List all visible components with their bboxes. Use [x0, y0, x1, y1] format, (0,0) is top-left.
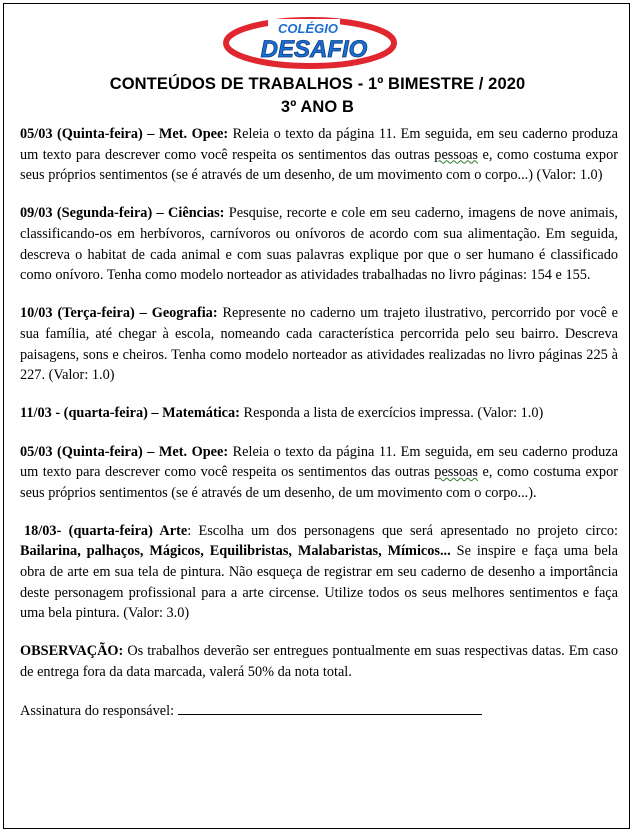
document-page [3, 3, 630, 829]
logo-top-text: COLÉGIO [278, 21, 338, 36]
assignment-item [20, 403, 618, 424]
signature-line[interactable] [178, 700, 482, 715]
assignment-text-cont: e, como costuma expor seus próprios sentimentos (se é através de um desenho, de um movimento com o corpo...). [20, 464, 618, 501]
assignment-label: 09/03 (Segunda-feira) – Ciências: [20, 205, 225, 222]
assignment-text-cont: Se inspire e faça uma bela obra de arte em sua tela de pintura. Não esqueça de registrar em seu caderno de desenho a importância deste personagem profissional para a arte circense. Utilize todos os seus melhores sentimentos e faça uma bela pintura. (Valor: 3.0) [20, 543, 618, 622]
assignment-item [20, 124, 618, 186]
class-subtitle: 3º ANO B [280, 98, 355, 116]
assignment-item [20, 303, 618, 385]
assignment-label: 18/03- (quarta-feira) Arte [24, 522, 188, 539]
logo-main-text: DESAFIO [260, 36, 368, 63]
assignment-text: Represente no caderno um trajeto ilustrativo, percorrido por você e sua família, até chegar à escola, nomeando cada característica percorrida pelo seu bairro. Descreva paisagens, sons e cheiros. Tenha como modelo norteador as atividades realizadas no livro páginas 225 à 227. (Valor: 1.0) [20, 305, 618, 384]
assignment-label: 11/03 - (quarta-feira) – Matemática: [20, 405, 240, 422]
spellcheck-word: pessoas [434, 146, 478, 163]
assignment-text: Pesquise, recorte e cole em seu caderno, imagens de nove animais, classificando-os em herbívoros, carnívoros ou onívoros de acordo com sua alimentação. Em seguida, descreva o habitat de cada animal e com suas palavras explique por que o ser humano é classificado como onívoro. Tenha como modelo norteador as atividades trabalhadas no livro páginas: 154 e 155. [20, 205, 618, 284]
assignment-item [20, 442, 618, 504]
assignment-label: 05/03 (Quinta-feira) – Met. Opee: [20, 126, 229, 142]
assignment-item [20, 521, 618, 624]
assignment-text: Responda a lista de exercícios impressa. (Valor: 1.0) [239, 405, 544, 422]
signature-label: Assinatura do responsável: [20, 703, 175, 720]
school-logo [222, 13, 398, 69]
assignment-text: Releia o texto da página 11. Em seguida, em seu caderno produza um texto para descrever como você respeita os sentimentos das outras [20, 443, 618, 481]
character-list: Bailarina, palhaços, Mágicos, Equilibristas, Malabaristas, Mímicos... [20, 543, 451, 560]
assignment-text: Releia o texto da página 11. Em seguida, em seu caderno produza um texto para descrever como você respeita os sentimentos das outras [20, 126, 618, 163]
assignment-text-cont: e, como costuma expor seus próprios sentimentos (se é através de um desenho, de um movimento com o corpo...) (Valor: 1.0) [20, 146, 618, 184]
observation-label: OBSERVAÇÃO: [20, 643, 124, 660]
assignment-label: 10/03 (Terça-feira) – Geografia: [20, 305, 218, 322]
page-title: CONTEÚDOS DE TRABALHOS - 1º BIMESTRE / 2020 [109, 75, 526, 93]
assignment-list [20, 124, 618, 739]
assignment-label: 05/03 (Quinta-feira) – Met. Opee: [20, 443, 229, 460]
signature-row [20, 700, 618, 722]
spellcheck-word: pessoas [434, 464, 478, 481]
observation-text: Os trabalhos deverão ser entregues pontualmente em suas respectivas datas. Em caso de entrega fora da data marcada, valerá 50% da nota total. [20, 643, 618, 681]
assignment-text: : Escolha um dos personagens que será apresentado no projeto circo: [187, 522, 618, 539]
assignment-item [20, 203, 618, 285]
observation-note [20, 641, 618, 682]
